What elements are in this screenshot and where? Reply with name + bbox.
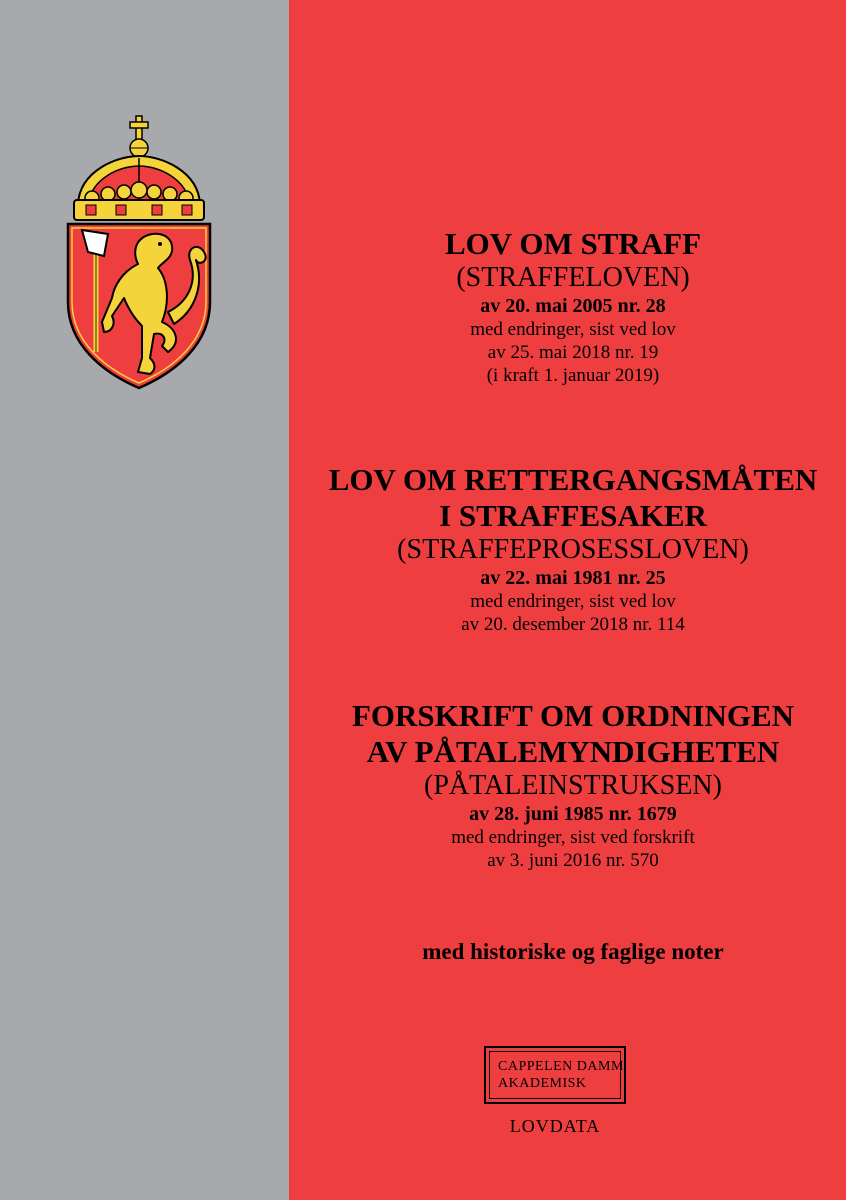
section-subtitle: (STRAFFEPROSESSLOVEN) <box>397 534 749 565</box>
footer-note-text: med historiske og faglige noter <box>422 939 724 964</box>
section-note: av 3. juni 2016 nr. 570 <box>487 850 659 871</box>
section-note: med endringer, sist ved lov <box>470 319 676 340</box>
section-title: FORSKRIFT OM ORDNINGEN <box>351 698 795 733</box>
publisher-logo <box>484 1046 626 1104</box>
section-note: med endringer, sist ved lov <box>470 591 676 612</box>
section-subtitle: (STRAFFELOVEN) <box>456 262 690 293</box>
section-title: LOV OM RETTERGANGSMÅTEN <box>328 462 818 497</box>
section-straffeloven <box>300 226 846 387</box>
section-subtitle: (PÅTALEINSTRUKSEN) <box>424 770 722 801</box>
section-title: LOV OM STRAFF <box>444 226 702 261</box>
lovdata-label: LOVDATA <box>509 1116 601 1136</box>
section-straffeprosessloven <box>300 462 846 636</box>
section-date: av 20. mai 2005 nr. 28 <box>480 295 666 317</box>
section-date: av 28. juni 1985 nr. 1679 <box>469 803 677 825</box>
publisher-line-1: CAPPELEN DAMM <box>498 1059 624 1074</box>
section-note: med endringer, sist ved forskrift <box>451 827 695 848</box>
section-title: I STRAFFESAKER <box>439 498 707 533</box>
section-note: av 20. desember 2018 nr. 114 <box>461 614 685 635</box>
section-note: av 25. mai 2018 nr. 19 <box>487 342 659 363</box>
norwegian-coat-of-arms-icon <box>58 112 220 394</box>
section-title: AV PÅTALEMYNDIGHETEN <box>366 734 780 769</box>
footer-note <box>300 938 846 966</box>
section-pataleinstruksen <box>300 698 846 872</box>
section-date: av 22. mai 1981 nr. 25 <box>480 567 666 589</box>
publisher-logo-frame <box>489 1051 621 1099</box>
section-note: (i kraft 1. januar 2019) <box>486 365 660 386</box>
publisher-line-2: AKADEMISK <box>498 1076 587 1091</box>
